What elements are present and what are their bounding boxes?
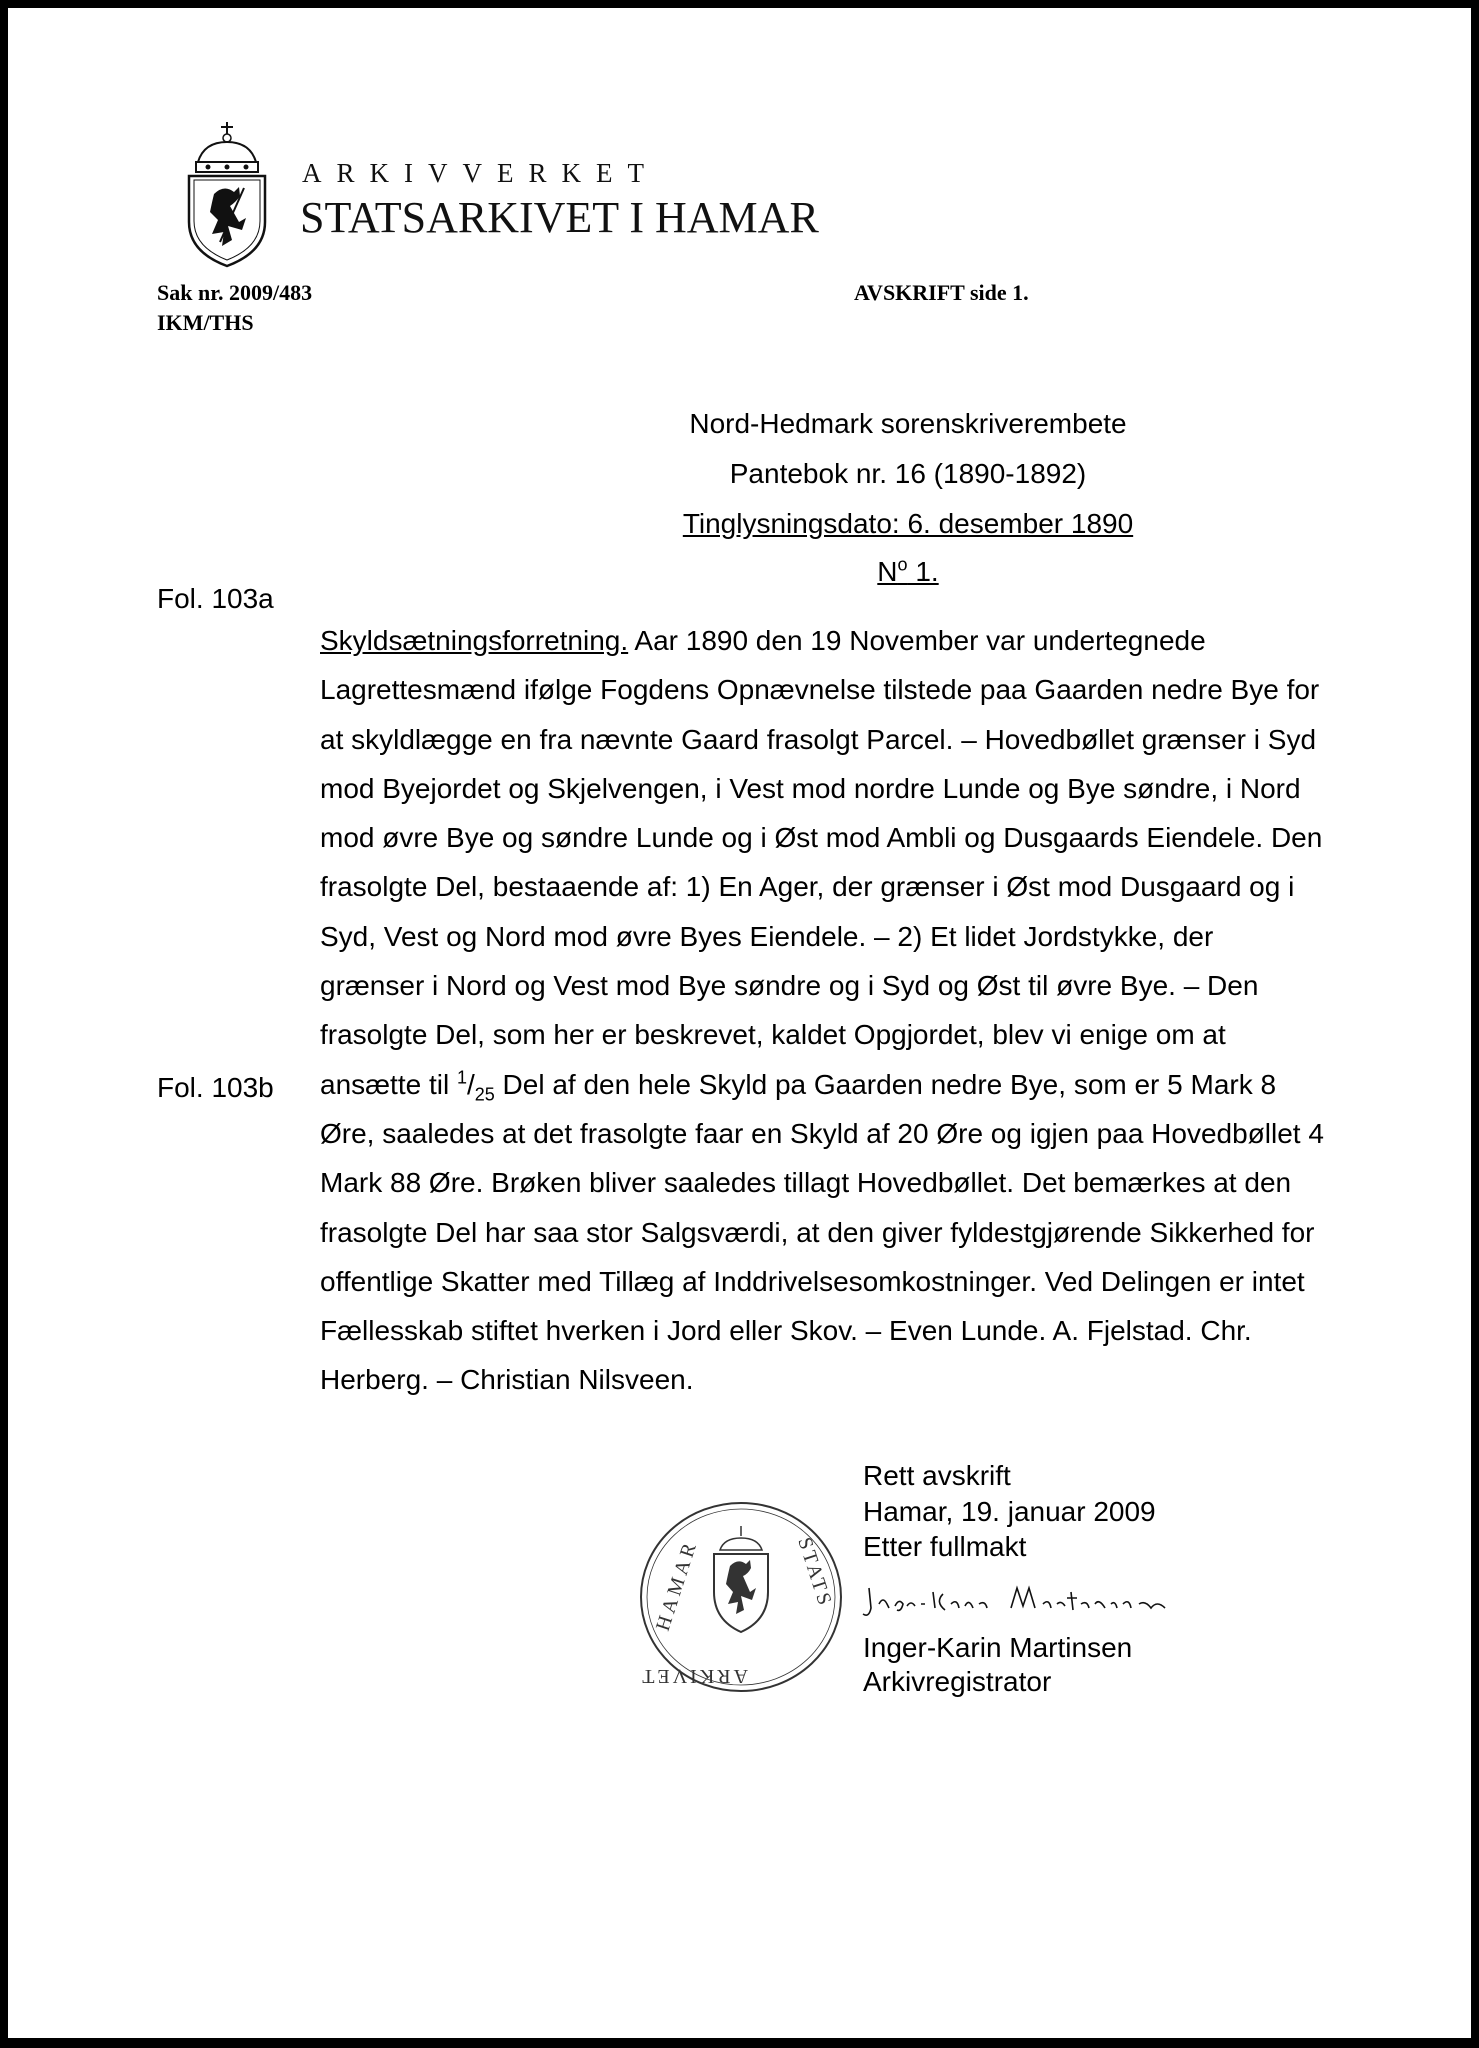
body-line1-rest: Aar 1890 den 19 November var undertegnede [628,625,1206,656]
certification-line3: Etter fullmakt [863,1531,1027,1562]
registration-date: Tinglysningsdato: 6. desember 1890 [682,508,1134,539]
svg-text:STATS: STATS [793,1534,837,1611]
body-line: frasolgte Del, som her er beskrevet, kaldet Opgjordet, blev vi enige om at [320,1019,1226,1051]
body-line: grænser i Nord og Vest mod Bye søndre og i Syd og Øst til øvre Bye. – Den [320,970,1259,1002]
body-line10-post: Del af den hele Skyld pa Gaarden nedre Bye, som er 5 Mark 8 [494,1068,1277,1100]
entry-number [408,556,1408,588]
fraction-numerator: 1 [456,1067,467,1088]
signatory-role: Arkivregistrator [863,1666,1052,1697]
body-line: Syd, Vest og Nord mod øvre Byes Eiendele. – 2) Et lidet Jordstykke, der [320,920,1214,952]
fraction-denominator: 25 [474,1084,495,1105]
certification-line2: Hamar, 19. januar 2009 [863,1496,1156,1527]
body-line [320,1060,1410,1109]
folio-103a: Fol. 103a [157,583,274,614]
body-line: frasolgte Del, bestaaende af: 1) En Ager, der grænser i Øst mod Dusgaard og i [320,871,1295,903]
body-line: mod øvre Bye og søndre Lunde og i Øst mod Ambli og Dusgaards Eiendele. Den [320,822,1323,854]
body-line: Mark 88 Øre. Brøken bliver saaledes tillagt Hovedbøllet. Det bemærkes at den [320,1167,1292,1199]
body-line: Herberg. – Christian Nilsveen. [320,1364,694,1396]
coat-of-arms-icon [184,122,270,268]
signatory-name: Inger-Karin Martinsen [863,1632,1133,1663]
entry-number-sup: o [897,554,908,575]
folio-103b: Fol. 103b [157,1072,274,1103]
case-initials: IKM/THS [157,310,254,335]
document-page [8,8,1471,2038]
org-name-line1: ARKIVVERKET [302,158,659,188]
svg-text:HAMAR: HAMAR [651,1536,702,1634]
svg-text:ARKIVET: ARKIVET [639,1665,748,1687]
fraction-slash: / [466,1068,475,1100]
body-line: offentlige Skatter med Tillæg af Inddrivelsesomkostninger. Ved Delingen er intet [320,1265,1305,1297]
body-line: Lagrettesmænd ifølge Fogdens Opnævnelse tilstede paa Gaarden nedre Bye for [320,674,1320,706]
archive-seal-stamp [638,1500,844,1694]
entry-number-rest: 1. [907,556,939,587]
transcript-page-label: AVSKRIFT side 1. [854,280,1029,305]
transcript-body [320,616,1410,1405]
body-line: mod Byejordet og Skjelvengen, i Vest mod nordre Lunde og Bye søndre, i Nord [320,772,1301,804]
certification-line1: Rett avskrift [863,1460,1011,1491]
entry-number-base: N [877,556,898,587]
body-line: Fællesskab stiftet hverken i Jord eller Skov. – Even Lunde. A. Fjelstad. Chr. [320,1315,1252,1347]
handwritten-signature [861,1578,1201,1622]
body-line: Øre, saaledes at det frasolgte faar en Skyld af 20 Øre og igjen paa Hovedbøllet 4 [320,1117,1324,1149]
mortgage-book: Pantebok nr. 16 (1890-1892) [729,458,1087,489]
case-number: Sak nr. 2009/483 [157,280,313,305]
org-name-line2: STATSARKIVET I HAMAR [300,193,819,242]
body-line: at skyldlægge en fra nævnte Gaard frasolgt Parcel. – Hovedbøllet grænser i Syd [320,723,1317,755]
body-line [320,616,1410,665]
body-heading: Skyldsætningsforretning. [320,625,629,656]
court-name: Nord-Hedmark sorenskriverembete [689,408,1127,439]
body-line10-pre: ansætte til [320,1068,457,1100]
body-line: frasolgte Del har saa stor Salgsværdi, at den giver fyldestgjørende Sikkerhed for [320,1216,1315,1248]
